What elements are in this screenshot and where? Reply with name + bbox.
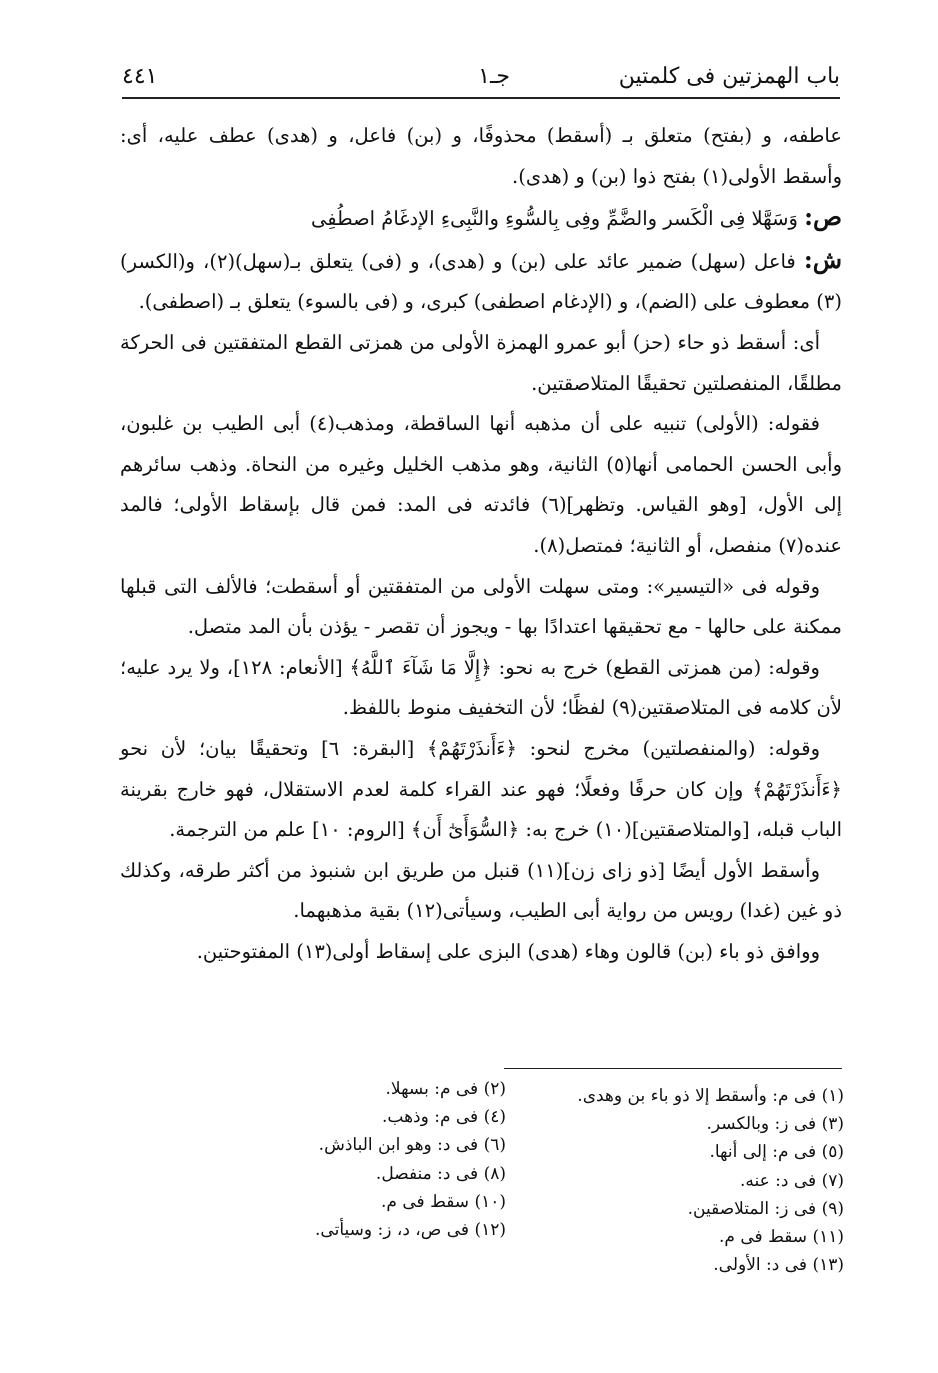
footnote: (٢) فى م: بسهلا. xyxy=(385,1079,506,1099)
paragraph-text: أى: أسقط ذو حاء (حز) أبو عمرو الهمزة الأولى من همزتى القطع المتفقتين فى الحركة مطلقًا، المنفصلتين تحقيقًا المتلاصقتين. xyxy=(120,330,842,395)
paragraph-text: وقوله فى «التيسير»: ومتى سهلت الأولى من المتفقتين أو أسقطت؛ فالألف التى قبلها ممكنة على حالها - مع تحقيقها اعتدادًا بها - ويجوز أن تقصر - يؤذن بأن المد متصل. xyxy=(120,574,842,639)
footnotes-even xyxy=(206,1075,506,1244)
paragraph-text: عاطفه، و (بفتح) متعلق بـ (أسقط) محذوفًا، و (بن) فاعل، و (هدى) عطف عليه، أى: وأسقط الأولى(١) بفتح ذوا (بن) و (هدى). xyxy=(120,124,842,188)
footnote: (١٠) سقط فى م. xyxy=(381,1191,506,1212)
footnote: (١) فى م: وأسقط إلا ذو باء بن وهدى. xyxy=(577,1086,844,1106)
footnote: (١٣) فى د: الأولى. xyxy=(713,1255,844,1276)
volume-label: جـ١ xyxy=(478,64,510,89)
commentary-text: فاعل (سهل) ضمير عائد على (بن) و (هدى)، و (فى) يتعلق بـ(سهل)(٢)، و(الكسر)(٣) معطوف على (الضم)، و (الإدغام اصطفى) كبرى، و (فى بالسوء) يتعلق بـ (اصطفى). xyxy=(120,249,842,314)
footnote: (١١) سقط فى م. xyxy=(719,1227,844,1248)
footnote: (٩) فى ز: المتلاصقين. xyxy=(687,1198,844,1219)
paragraph xyxy=(120,404,842,566)
running-header xyxy=(122,60,840,96)
footnote: (١٢) فى ص، د، ز: وسيأتى. xyxy=(315,1220,506,1241)
chapter-title: باب الهمزتين فى كلمتين xyxy=(618,64,840,89)
footnote: (٦) فى د: وهو ابن الباذش. xyxy=(318,1135,506,1156)
footnote-rule xyxy=(504,1068,842,1069)
footnote: (٥) فى م: إلى أنها. xyxy=(709,1142,844,1163)
paragraph xyxy=(120,567,842,648)
paragraph-text: فقوله: (الأولى) تنبيه على أن مذهبه أنها الساقطة، ومذهب(٤) أبى الطيب بن غلبون، وأبى الحسن الحمامى أنها(٥) الثانية، وهو مذهب الخليل وغيره من النحاة. وذهب سائرهم إلى الأول، [وهو القياس. وتظهر](٦) فائدته فى المد: فمن قال بإسقاط الأولى؛ فالمد عنده(٧) منفصل، أو الثانية؛ فمتصل(٨). xyxy=(120,412,842,557)
verse-line xyxy=(120,197,842,240)
paragraph xyxy=(120,851,842,932)
paragraph xyxy=(120,116,842,197)
header-rule xyxy=(122,97,840,99)
footnote: (٣) فى ز: وبالكسر. xyxy=(706,1114,844,1135)
footnote: (٧) فى د: عنه. xyxy=(739,1170,844,1191)
footnote: (٤) فى م: وذهب. xyxy=(381,1107,506,1128)
verse-text: وَسَهَّلا فِى الْكَسر والضَّمِّ وفِى بِالسُّوءِ والنَّبِىءِ الإدغَامُ اصطُفِى xyxy=(311,207,798,231)
footnote: (٨) فى د: منفصل. xyxy=(375,1163,506,1184)
page-number: ٤٤١ xyxy=(122,64,158,89)
paragraph-text: وقوله: (والمنفصلتين) مخرج لنحو: ﴿ءَأَنذَرْتَهُمْ﴾ [البقرة: ٦] وتحقيقًا بيان؛ لأن نحو ﴿ءَأَنذَرْتَهُمْ﴾ وإن كان حرفًا وفعلًا؛ فهو عند القراء كلمة لعدم الاستقلال، فهو خارج بقرينة الباب قبله، [والمتلاصقتين](١٠) خرج به: ﴿السُّوَأَىٰٓ أَن﴾ [الروم: ١٠] علم من الترجمة. xyxy=(120,736,842,842)
paragraph-text: وقوله: (من همزتى القطع) خرج به نحو: ﴿إِلَّا مَا شَآءَ ٱللَّهُ﴾ [الأنعام: ١٢٨]، ولا يرد عليه؛ لأن كلامه فى المتلاصقتين(٩) لفظًا؛ لأن التخفيف منوط باللفظ. xyxy=(120,655,842,720)
paragraph xyxy=(120,648,842,729)
paragraph xyxy=(120,323,842,404)
commentary-marker: ش: xyxy=(803,244,842,274)
paragraph xyxy=(120,729,842,851)
main-text xyxy=(120,116,842,972)
paragraph-text: ووافق ذو باء (بن) قالون وهاء (هدى) البزى على إسقاط أولى(١٣) المفتوحتين. xyxy=(196,939,820,963)
paragraph xyxy=(120,932,842,973)
commentary-paragraph xyxy=(120,240,842,323)
verse-marker: ص: xyxy=(804,202,842,232)
footnotes-odd xyxy=(514,1082,844,1279)
paragraph-text: وأسقط الأول أيضًا [ذو زاى زن](١١) قنبل من طريق ابن شنبوذ من أكثر طرقه، وكذلك ذو غين (غدا) رويس من رواية أبى الطيب، وسيأتى(١٢) بقية مذهبهما. xyxy=(120,858,842,923)
